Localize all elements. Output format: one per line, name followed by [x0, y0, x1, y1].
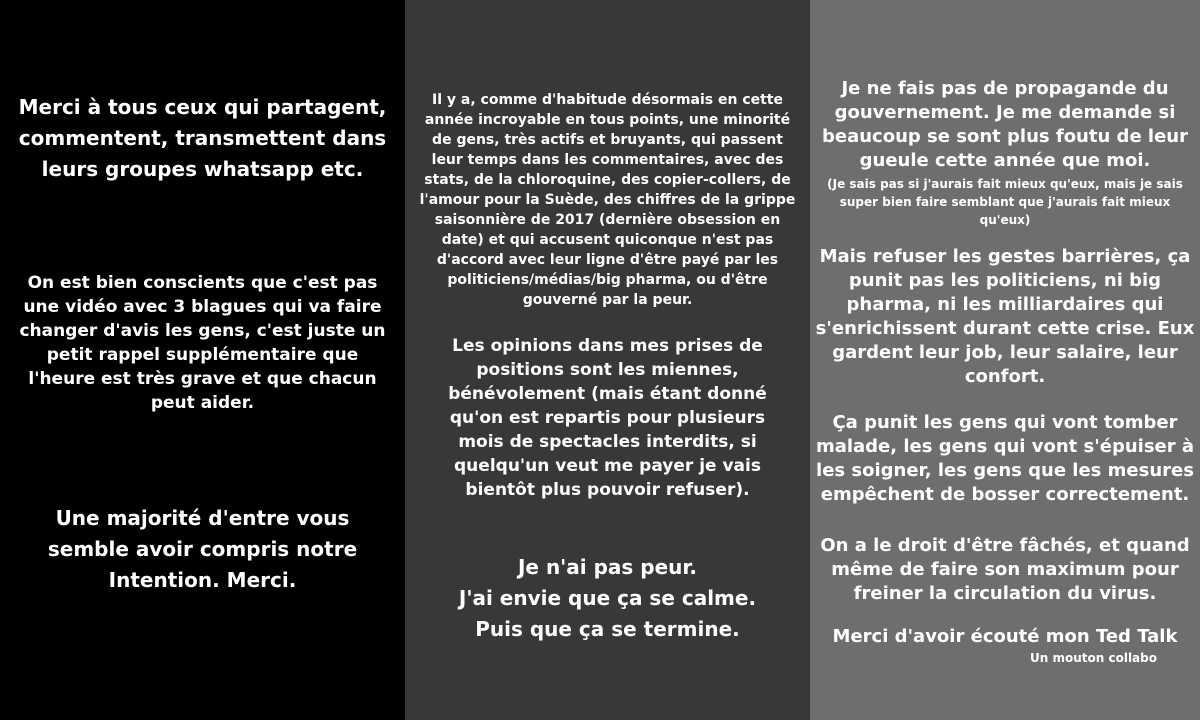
punish-people-text: Ça punit les gens qui vont tomber malade, les gens qui vont s'épuiser à les soigner, les gens que les mesures empêchent de bosser correctement.	[815, 412, 1195, 505]
barrier-gestures-text: Mais refuser les gestes barrières, ça punit pas les politiciens, ni big pharma, ni les milliardaires qui s'enrichissent durant cette crise. Eux gardent leur job, leur salaire, leur confort.	[815, 246, 1195, 387]
ted-talk-text: Merci d'avoir écouté mon Ted Talk	[832, 626, 1178, 647]
reminder-text: On est bien conscients que c'est pas une vidéo avec 3 blagues qui va faire changer d'avis les gens, c'est juste un petit rappel supplémentaire que l'heure est très grave et que chacun peut aider.	[19, 273, 386, 413]
story-panel-2	[405, 0, 810, 720]
aside-text: (Je sais pas si j'aurais fait mieux qu'eux, mais je sais super bien faire semblant que j'aurais fait mieux qu'eux)	[827, 177, 1183, 227]
propaganda-text: Je ne fais pas de propagande du gouvernement. Je me demande si beaucoup se sont plus foutu de leur gueule cette année que moi.	[822, 78, 1188, 171]
opinions-text: Les opinions dans mes prises de positions sont les miennes, bénévolement (mais étant donné qu'on est repartis pour plusieurs mois de spectacles interdits, si quelqu'un veut me payer je vais bientôt plus pouvoir refuser).	[448, 336, 767, 500]
right-to-be-angry-text: On a le droit d'être fâchés, et quand même de faire son maximum pour freiner la circulation du virus.	[820, 535, 1190, 604]
thanks-text: Merci à tous ceux qui partagent, commentent, transmettent dans leurs groupes whatsapp etc.	[18, 95, 387, 181]
story-panel-3	[810, 0, 1200, 720]
minority-text: Il y a, comme d'habitude désormais en cette année incroyable en tous points, une minorité de gens, très actifs et bruyants, qui passent leur temps dans les commentaires, avec des stats, de la chloroquine, des copier-collers, de l'amour pour la Suède, des chiffres de la grippe saisonnière de 2017 (dernière obsession en date) et qui accusent quiconque n'est pas d'accord avec leur ligne d'être payé par les politiciens/médias/big pharma, ou d'être gouverné par la peur.	[419, 92, 796, 308]
not-afraid-text: Je n'ai pas peur. J'ai envie que ça se calme. Puis que ça se termine.	[458, 555, 757, 641]
story-panel-1	[0, 0, 405, 720]
majority-text: Une majorité d'entre vous semble avoir compris notre Intention. Merci.	[47, 506, 358, 592]
signature-text: Un mouton collabo	[1030, 651, 1157, 665]
